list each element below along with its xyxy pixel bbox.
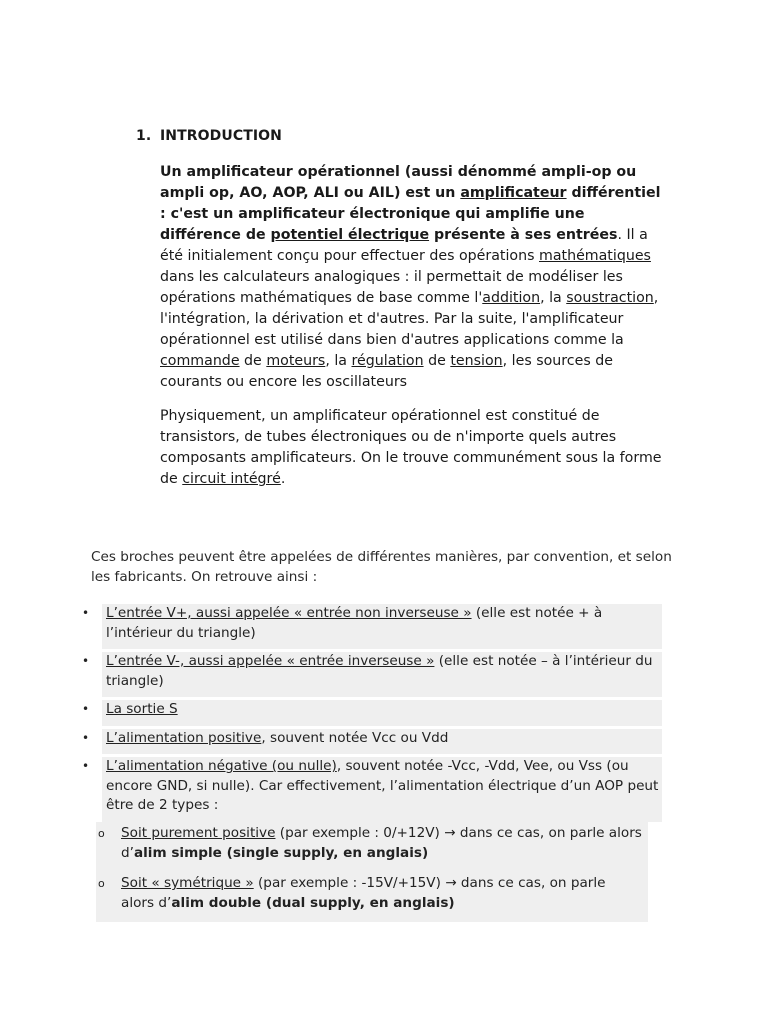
bullet-icon: • [82, 606, 90, 620]
intro-text-3: , la [540, 290, 567, 306]
intro-bold-text-3: présente à ses entrées [429, 227, 618, 243]
intro-text-4: , l'intégration, la dérivation et d'autres. Par la suite, l'amplificateur opérationnel est utilisé dans bien d'autres applications comme la [160, 290, 659, 348]
section-heading [136, 128, 282, 144]
intro-text-1: . Il a été initialement conçu pour effectuer des opérations [160, 227, 648, 264]
intro-bold-text-1: Un amplificateur opérationnel (aussi dénommé ampli-op ou ampli op, AO, AOP, ALI ou AIL) est un [160, 164, 637, 201]
list-item [80, 729, 670, 749]
list-item-text: , souvent notée Vcc ou Vdd [261, 729, 449, 746]
bullet-icon: • [82, 730, 90, 745]
pins-list [80, 604, 670, 825]
link-soustraction[interactable]: soustraction [566, 290, 654, 306]
sub-list-item-bold: alim double (dual supply, en anglais) [171, 894, 455, 911]
circle-bullet-icon: o [98, 877, 105, 890]
bullet-icon: • [82, 759, 90, 773]
link-tension[interactable]: tension [450, 353, 503, 369]
intro-text-7: de [423, 353, 451, 369]
intro-paragraph-1 [160, 162, 665, 393]
intro-text-2: dans les calculateurs analogiques : il permettait de modéliser les opérations mathématiques de base comme l' [160, 269, 623, 306]
intro-text-5: de [239, 353, 267, 369]
list-item-link[interactable]: L’entrée V-, aussi appelée « entrée inverseuse » [106, 653, 435, 669]
sub-list-item [96, 822, 648, 866]
supply-types-list [96, 822, 648, 922]
link-regulation[interactable]: régulation [351, 353, 424, 369]
pins-intro-text: Ces broches peuvent être appelées de différentes manières, par convention, et selon les fabricants. On retrouve ainsi : [91, 549, 672, 585]
circle-bullet-icon: o [98, 827, 105, 840]
list-item [80, 652, 670, 691]
list-item [80, 700, 670, 720]
link-potentiel-electrique[interactable]: potentiel électrique [270, 227, 430, 243]
intro-text-6: , la [325, 353, 352, 369]
link-commande[interactable]: commande [160, 353, 240, 369]
section-number: 1. [136, 128, 152, 144]
link-amplificateur[interactable]: amplificateur [460, 185, 567, 201]
list-item-text: (elle est notée – à l’intérieur du triangle) [106, 653, 653, 689]
sub-list-item-link[interactable]: Soit purement positive [121, 825, 276, 841]
sub-list-item [96, 872, 648, 916]
list-item-link[interactable]: L’alimentation négative (ou nulle) [106, 758, 337, 774]
sub-list-item-link[interactable]: Soit « symétrique » [121, 875, 254, 891]
link-moteurs[interactable]: moteurs [266, 353, 326, 369]
list-item [80, 604, 670, 643]
list-item-text: , souvent notée -Vcc, -Vdd, Vee, ou Vss (ou encore GND, si nulle). Car effectivement, l’alimentation électrique d’un AOP peut être de 2 types : [106, 758, 659, 813]
intro-p2-text-1: Physiquement, un amplificateur opérationnel est constitué de transistors, de tubes électroniques ou de n'importe quels autres composants amplificateurs. On le trouve communément sous la forme de [160, 408, 662, 487]
list-item-text: (elle est notée + à l’intérieur du triangle) [106, 605, 603, 641]
list-item-link[interactable]: L’entrée V+, aussi appelée « entrée non inverseuse » [106, 605, 472, 621]
list-item [80, 757, 670, 816]
intro-bold-text-2: différentiel : c'est un amplificateur électronique qui amplifie une différence de [160, 185, 661, 243]
list-item-link[interactable]: La sortie S [106, 701, 178, 717]
sub-list-item-text: (par exemple : -15V/+15V) → dans ce cas, on parle alors d’ [121, 875, 606, 911]
link-circuit-integre[interactable]: circuit intégré [182, 471, 281, 487]
intro-text-8: , les sources de courants ou encore les oscillateurs [160, 353, 613, 390]
intro-paragraph-2 [160, 406, 665, 490]
pins-section [91, 548, 691, 587]
sub-list-item-text: (par exemple : 0/+12V) → dans ce cas, on parle alors d’ [121, 825, 642, 861]
section-title: INTRODUCTION [160, 128, 282, 144]
link-addition[interactable]: addition [482, 290, 541, 306]
sub-list-item-bold: alim simple (single supply, en anglais) [133, 844, 429, 861]
introduction-body [160, 162, 665, 503]
intro-p2-text-2: . [280, 471, 286, 487]
bullet-icon: • [82, 702, 90, 716]
list-item-link[interactable]: L’alimentation positive [106, 729, 262, 746]
link-mathematiques[interactable]: mathématiques [539, 248, 651, 264]
bullet-icon: • [82, 654, 90, 668]
